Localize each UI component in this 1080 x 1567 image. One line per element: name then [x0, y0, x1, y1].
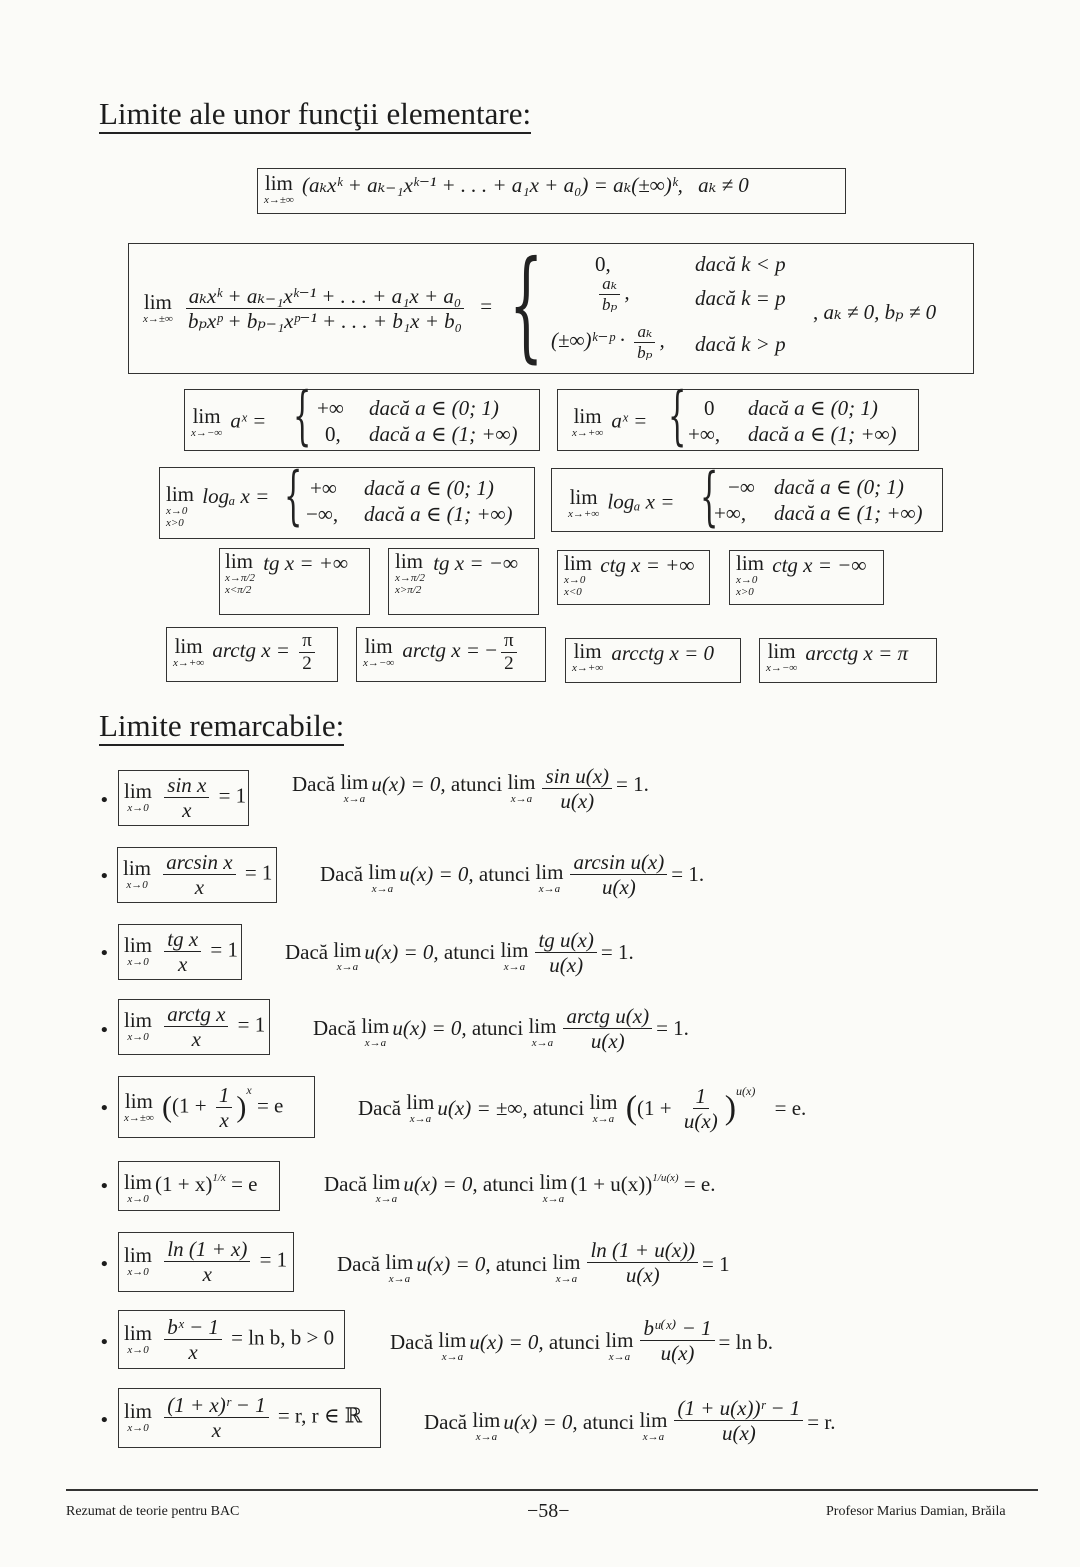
exp-neg-row2-cond: dacă a ∈ (1; +∞)	[369, 422, 518, 446]
polynomial-limit-box	[257, 168, 846, 214]
daca-word: Dacă	[358, 1096, 402, 1121]
lim-under: x→+∞	[572, 662, 604, 674]
lim-word: lim	[438, 1328, 467, 1352]
lim-under: x→a	[343, 793, 366, 805]
arc-num-2: π	[501, 630, 517, 653]
lim-under: x→a	[336, 961, 359, 973]
bullet: •	[99, 1410, 110, 1431]
atunci-word: atunci	[548, 1330, 601, 1354]
lim-under: x→π/2	[395, 572, 425, 584]
exponent: 1/u(x)	[652, 1172, 679, 1184]
lim-under: x→a	[441, 1351, 464, 1363]
remarkable-box-arctg	[118, 999, 270, 1055]
daca-word: Dacă	[292, 772, 336, 796]
numerator: arctg u(x)	[563, 1004, 652, 1029]
trig-expression-3: ctg x = +∞	[600, 553, 695, 577]
lim-under: x→0	[736, 574, 758, 586]
lim-word: lim	[124, 1321, 153, 1346]
remarkable-cond-ln	[337, 1238, 730, 1288]
log-inf-row2-value: +∞,	[714, 501, 747, 525]
lim-under: x→0	[127, 1193, 149, 1205]
rational-case3-condition: dacă k > p	[695, 332, 786, 356]
numerator: arcsin x	[163, 850, 235, 875]
trig-box-4	[729, 550, 884, 605]
lim-word: lim	[385, 1250, 414, 1274]
daca-word: Dacă	[313, 1016, 357, 1040]
brace: {	[284, 459, 303, 533]
arc-sign-2: −	[485, 638, 498, 663]
numerator: (1 + x)ʳ − 1	[164, 1393, 268, 1418]
remarkable-cond-e-zero	[324, 1172, 715, 1205]
exp-neg-box	[184, 379, 540, 453]
remarkable-cond-sin	[292, 764, 649, 814]
exp-neg-expression: aˣ =	[230, 408, 267, 433]
log-zero-row2-cond: dacă a ∈ (1; +∞)	[364, 502, 513, 526]
brace: {	[700, 460, 719, 534]
lim-under: x→0	[127, 1031, 149, 1044]
lim-under: x→0	[127, 1266, 149, 1279]
lim-word: lim	[124, 1089, 153, 1114]
exp-neg-row1-cond: dacă a ∈ (0; 1)	[369, 396, 499, 420]
atunci-word: atunci	[495, 1252, 548, 1276]
cond: u(x) = 0,	[503, 1410, 578, 1434]
lim-under-cond: x<π/2	[225, 584, 252, 597]
atunci-word: atunci	[450, 772, 503, 796]
log-zero-row2-value: −∞,	[306, 502, 339, 526]
arc-expression-4: arcctg x = π	[805, 641, 909, 665]
footer-right: Profesor Marius Damian, Brăila	[826, 1504, 1006, 1519]
denominator: u(x)	[601, 875, 636, 900]
log-inf-expression: logₐ x =	[607, 489, 675, 514]
exponent: 1/x	[212, 1172, 226, 1184]
rhs: = 1	[259, 1247, 288, 1272]
rhs: = 1.	[656, 1016, 689, 1040]
lim-under: x→±∞	[143, 313, 173, 326]
lim-word: lim	[639, 1408, 668, 1432]
lim-word: lim	[500, 938, 529, 962]
trig-expression-1: tg x = +∞	[263, 551, 348, 575]
lim-word: lim	[569, 485, 598, 509]
expr: (1 + u(x))	[570, 1172, 653, 1196]
trig-box-1	[219, 548, 370, 615]
denominator: u(x)	[560, 789, 595, 814]
lim-word: lim	[166, 482, 195, 506]
remarkable-box-exp	[118, 1310, 345, 1369]
numerator: sin u(x)	[542, 764, 612, 789]
lim-word: lim	[406, 1090, 435, 1115]
lim-word: lim	[368, 860, 397, 884]
log-inf-row2-cond: dacă a ∈ (1; +∞)	[774, 501, 923, 525]
atunci-word: atunci	[532, 1096, 585, 1121]
denominator: x	[178, 952, 188, 977]
numerator: tg x	[164, 927, 201, 952]
lim-under: x→0	[126, 879, 148, 892]
case2-num: aₖ	[599, 274, 620, 295]
arc-den-2: 2	[504, 652, 514, 674]
lim-word: lim	[605, 1328, 634, 1352]
lim-word: lim	[192, 404, 221, 428]
remarkable-cond-arcsin	[320, 850, 705, 900]
trig-box-3	[557, 550, 710, 605]
numerator: ln (1 + u(x))	[587, 1238, 698, 1263]
lim-under: x→a	[538, 883, 561, 895]
lim-word: lim	[340, 770, 369, 794]
lim-under: x→−∞	[191, 427, 223, 439]
bullet: •	[99, 790, 110, 811]
bullet: •	[99, 1020, 110, 1041]
daca-word: Dacă	[337, 1252, 381, 1276]
lim-word: lim	[372, 1170, 401, 1194]
remarkable-cond-e-inf: Dacă lim x→a u(x) = ±∞, atunci lim x→a ((1 + $\frac{1}{u(x)}$ )$^{u(x)}$ = e.	[358, 1084, 807, 1134]
exp-neg-row1-value: +∞	[317, 396, 344, 420]
left: (1 +	[172, 1093, 212, 1118]
lim-word: lim	[472, 1408, 501, 1432]
log-inf-row1-cond: dacă a ∈ (0; 1)	[774, 475, 904, 499]
numerator: ln (1 + x)	[164, 1237, 250, 1262]
footer-left: Rezumat de teorie pentru BAC	[66, 1504, 240, 1519]
cond: u(x) = 0,	[416, 1252, 491, 1276]
remarkable-box-e-zero	[118, 1161, 280, 1211]
remarkable-box-power	[118, 1388, 381, 1448]
denominator: u(x)	[683, 1109, 718, 1134]
rational-case1-condition: dacă k < p	[695, 252, 786, 276]
log-zero-row1-cond: dacă a ∈ (0; 1)	[364, 476, 494, 500]
rhs: = 1	[237, 1012, 266, 1037]
rational-condition-text: aₖ ≠ 0, bₚ ≠ 0	[823, 300, 937, 324]
lim-under: x→±∞	[264, 194, 294, 206]
rational-numerator: aₖxᵏ + aₖ₋₁xᵏ⁻¹ + . . . + a₁x + a₀	[186, 284, 464, 309]
lim-word: lim	[564, 551, 593, 575]
rhs: = 1	[702, 1252, 730, 1276]
trig-expression-2: tg x = −∞	[433, 551, 518, 575]
lim-under: x→a	[642, 1431, 665, 1443]
arc-box-3	[565, 638, 741, 683]
denominator: x	[211, 1418, 222, 1443]
numerator: (1 + u(x))ʳ − 1	[674, 1396, 803, 1421]
footer-rule	[66, 1489, 1038, 1491]
lim-under: x→π/2	[225, 572, 255, 584]
log-inf-box	[551, 460, 943, 534]
rhs: = 1	[244, 860, 273, 885]
lim-under: x→0	[127, 1344, 149, 1357]
lim-word: lim	[174, 633, 203, 658]
lim-word: lim	[552, 1250, 581, 1274]
lim-under: x→0	[127, 1422, 149, 1435]
case3-den: bₚ	[637, 342, 653, 362]
bullet: •	[99, 866, 110, 887]
lim-under: x→a	[592, 1113, 615, 1126]
denominator: u(x)	[549, 953, 584, 978]
lim-under: x→±∞	[124, 1112, 154, 1125]
numerator: sin x	[164, 773, 209, 798]
lim-word: lim	[573, 404, 602, 428]
lim-under: x→a	[371, 883, 394, 895]
exp-neg-row2-value: 0,	[325, 422, 341, 446]
rational-denominator: bₚxᵖ + bₚ₋₁xᵖ⁻¹ + . . . + b₁x + b₀	[188, 309, 462, 334]
lim-under: x→0	[127, 802, 149, 815]
heading-elementary-limits: Limite ale unor funcţii elementare:	[99, 98, 531, 134]
denominator: x	[202, 1262, 212, 1287]
lim-under: x→a	[475, 1431, 498, 1443]
daca-word: Dacă	[390, 1330, 434, 1354]
atunci-word: atunci	[478, 862, 531, 886]
lim-word: lim	[361, 1014, 390, 1038]
lim-word: lim	[124, 1008, 153, 1033]
daca-word: Dacă	[285, 940, 329, 964]
numerator: bˣ − 1	[164, 1315, 222, 1340]
arc-box-1	[166, 627, 338, 682]
rhs: = 1.	[616, 772, 649, 796]
rhs: = e.	[683, 1172, 716, 1196]
log-zero-row1-value: +∞	[310, 476, 337, 500]
lim-under: x→+∞	[568, 508, 600, 520]
rhs: = 1.	[600, 940, 634, 964]
lim-word: lim	[539, 1170, 568, 1194]
lim-under: x→a	[503, 961, 526, 973]
atunci-word: atunci	[582, 1410, 635, 1434]
lim-under: x→a	[409, 1113, 432, 1126]
case3-prefix: (±∞)ᵏ⁻ᵖ ·	[551, 327, 625, 352]
atunci-word: atunci	[471, 1016, 524, 1040]
remarkable-cond-exp	[390, 1316, 773, 1366]
lim-word: lim	[333, 938, 362, 962]
lim-word: lim	[507, 770, 536, 794]
lim-word: lim	[736, 551, 765, 575]
rational-case2-condition: dacă k = p	[695, 286, 786, 310]
exp-pos-row2-cond: dacă a ∈ (1; +∞)	[748, 422, 897, 446]
rhs: = e	[231, 1172, 258, 1196]
case3-num: aₖ	[634, 322, 655, 343]
lim-under: x→+∞	[173, 656, 205, 669]
rhs: = ln b, b > 0	[231, 1325, 335, 1350]
atunci-word: atunci	[482, 1172, 535, 1196]
rational-case2-value: $\frac{\text{aₖ}}{\text{bₚ}}$ ,	[595, 274, 630, 314]
exponent: x	[246, 1083, 252, 1097]
arc-expression-3: arcctg x = 0	[611, 641, 715, 665]
rhs: = r, r ∈ ℝ	[277, 1403, 363, 1428]
lim-word: lim	[528, 1014, 557, 1038]
cond: u(x) = 0,	[364, 940, 439, 964]
denominator: u(x)	[625, 1263, 660, 1288]
arc-den-1: 2	[302, 652, 312, 674]
remarkable-cond-tg	[285, 928, 634, 978]
remarkable-cond-power	[424, 1396, 836, 1446]
bullet: •	[99, 1254, 110, 1275]
denominator: u(x)	[590, 1029, 625, 1054]
expr: (1 + x)	[155, 1172, 213, 1196]
cond: u(x) = 0,	[399, 862, 474, 886]
rhs: = e	[256, 1093, 284, 1118]
lim-word: lim	[767, 639, 796, 663]
remarkable-cond-arctg	[313, 1004, 689, 1054]
bullet: •	[99, 1332, 110, 1353]
arc-expression-2: arctg x =	[402, 638, 480, 663]
numerator: tg u(x)	[535, 928, 596, 953]
exp-pos-row1-cond: dacă a ∈ (0; 1)	[748, 396, 878, 420]
cond: u(x) = ±∞,	[437, 1096, 528, 1121]
lim-word: lim	[124, 779, 153, 804]
lim-under-cond: x>0	[736, 586, 754, 599]
denominator: x	[182, 798, 192, 823]
remarkable-box-sin	[118, 770, 249, 826]
rational-case3-value: (±∞)ᵏ⁻ᵖ · $\frac{\text{aₖ}}{\text{bₚ}}$ ,	[551, 322, 665, 362]
lim-word: lim	[124, 1243, 153, 1268]
atunci-word: atunci	[443, 940, 496, 964]
trig-box-2	[388, 548, 539, 615]
trig-expression-4: ctg x = −∞	[772, 553, 867, 577]
lim-word: lim	[589, 1090, 618, 1115]
cond: u(x) = 0,	[403, 1172, 478, 1196]
lim-under: x→0	[564, 574, 586, 586]
rational-left: lim x→±∞ $\frac{\text{aₖxᵏ + aₖ₋₁xᵏ⁻¹ + . . . + a₁x + a₀}}{\text{bₚxᵖ + bₚ₋₁xᵖ⁻¹ + . . . + b₁x + b₀}}$ =	[143, 284, 493, 334]
numerator: arctg x	[164, 1002, 228, 1027]
rhs: = e.	[774, 1096, 807, 1121]
heading-remarkable-limits: Limite remarcabile:	[99, 710, 344, 746]
lim-word: lim	[143, 290, 172, 315]
lim-under: x→a	[555, 1273, 578, 1285]
denominator: x	[188, 1340, 198, 1365]
lim-word: lim	[573, 639, 602, 663]
arc-box-2	[356, 627, 546, 682]
log-zero-expression: logₐ x =	[202, 484, 270, 508]
exp-pos-row1-value: 0	[704, 396, 715, 420]
lim-word: lim	[535, 860, 564, 884]
remarkable-box-tg	[118, 924, 242, 980]
rhs: = ln b.	[718, 1330, 773, 1354]
rational-brace: {	[509, 236, 544, 375]
lim-word: lim	[395, 549, 424, 573]
lim-under: x→0	[166, 505, 188, 517]
lim-word: lim	[124, 1399, 153, 1424]
bullet: •	[99, 943, 110, 964]
denominator: x	[194, 875, 205, 900]
denominator: u(x)	[660, 1341, 695, 1366]
lim-under: x→a	[608, 1351, 631, 1363]
cond: u(x) = 0,	[371, 772, 446, 796]
remarkable-box-arcsin	[117, 847, 277, 903]
numerator: 1	[216, 1083, 233, 1108]
brace: {	[293, 379, 312, 453]
rhs: = 1.	[671, 862, 705, 886]
numerator: 1	[693, 1084, 710, 1109]
remarkable-box-ln	[118, 1232, 294, 1292]
lim-word: lim	[124, 933, 153, 958]
daca-word: Dacă	[424, 1410, 468, 1434]
bullet: •	[99, 1176, 110, 1197]
lim-under: x→−∞	[766, 662, 798, 674]
arc-box-4	[759, 638, 937, 683]
lim-word: lim	[123, 856, 152, 881]
lim-word: lim	[264, 171, 293, 195]
cond: u(x) = 0,	[469, 1330, 544, 1354]
lim-word: lim	[225, 549, 254, 573]
lim-under: x→−∞	[363, 656, 395, 669]
polynomial-limit	[264, 173, 749, 206]
lim-under: x→a	[375, 1193, 398, 1205]
daca-word: Dacă	[320, 862, 364, 886]
polynomial-condition: aₖ ≠ 0	[698, 173, 749, 197]
lim-under-cond: x<0	[564, 586, 582, 599]
exp-pos-row2-value: +∞,	[688, 422, 721, 446]
rational-limit-box	[128, 236, 974, 375]
remarkable-box-e-inf: lim x→±∞ ((1 + $\frac{1}{x}$ )$^x$ = e	[118, 1076, 315, 1138]
lim-under: x→a	[388, 1273, 411, 1285]
lim-under: x→a	[542, 1193, 565, 1205]
brace: {	[668, 379, 687, 453]
lim-word: lim	[364, 633, 393, 658]
lim-under: x→a	[364, 1037, 387, 1049]
exp-pos-expression: aˣ =	[611, 408, 648, 433]
numerator: bᵘ⁽ˣ⁾ − 1	[640, 1316, 714, 1341]
rational-condition: , aₖ ≠ 0, bₚ ≠ 0	[813, 300, 937, 324]
polynomial-expression: (aₖxᵏ + aₖ₋₁xᵏ⁻¹ + . . . + a₁x + a₀) = aₖ(±∞)ᵏ,	[302, 173, 683, 197]
cond: u(x) = 0,	[392, 1016, 467, 1040]
denominator: u(x)	[721, 1421, 756, 1446]
arc-expression-1: arctg x =	[212, 638, 290, 663]
page-number: −58−	[527, 1500, 570, 1522]
left: (1 +	[637, 1096, 677, 1121]
rhs: = 1	[210, 937, 239, 962]
daca-word: Dacă	[324, 1172, 368, 1196]
lim-under: x→a	[531, 1037, 554, 1049]
denominator: x	[191, 1027, 201, 1052]
lim-under-cond: x>π/2	[395, 584, 422, 597]
lim-under: x→a	[510, 793, 533, 805]
log-inf-row1-value: −∞	[728, 475, 755, 499]
lim-word: lim	[124, 1170, 153, 1194]
bullet: •	[99, 1098, 110, 1119]
arc-num-1: π	[299, 630, 315, 653]
denominator: x	[219, 1108, 229, 1133]
rhs: = 1	[218, 783, 247, 808]
numerator: arcsin u(x)	[570, 850, 667, 875]
rational-case1-value: 0,	[595, 252, 611, 276]
exp-pos-box	[557, 379, 919, 453]
case2-den: bₚ	[602, 294, 618, 314]
exponent: u(x)	[736, 1084, 756, 1098]
lim-under: x→0	[127, 956, 149, 969]
rhs: = r.	[807, 1410, 836, 1434]
lim-under-cond: x>0	[166, 517, 184, 530]
log-zero-box	[159, 459, 535, 539]
lim-under: x→+∞	[572, 427, 604, 439]
